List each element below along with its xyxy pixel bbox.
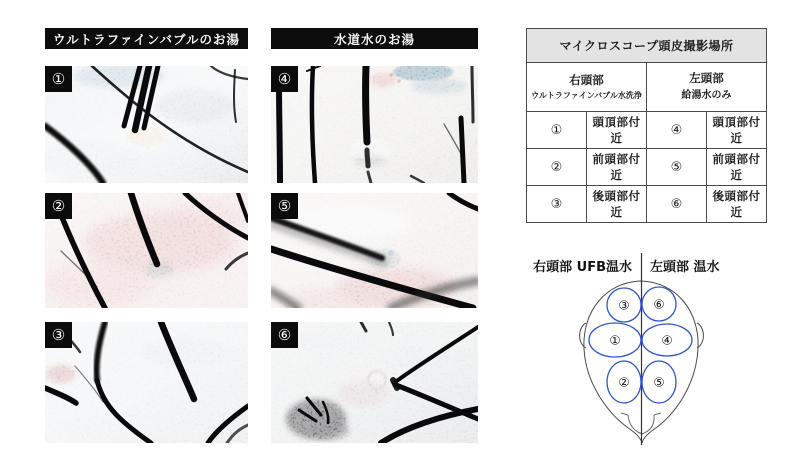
zone-number: ⑤: [653, 374, 665, 390]
zone-number: ④: [661, 332, 673, 348]
photo-locations-table: [526, 28, 767, 223]
column-header-ufb: [45, 28, 248, 49]
head-zones-diagram: [525, 245, 765, 467]
photo-number-badge: [45, 322, 72, 348]
table-subheader-right-head: [527, 63, 647, 112]
scalp-photo-5-illustration: [271, 193, 478, 308]
zone-number: ③: [618, 297, 630, 313]
scalp-photo-2-illustration: [45, 193, 248, 308]
scalp-photo-1-illustration: [45, 66, 248, 183]
row-number-cell: ④: [647, 112, 707, 149]
row-label-cell: 前頭部付近: [587, 149, 647, 186]
scalp-photo-6-illustration: [271, 322, 478, 443]
table-title-row: [527, 29, 767, 63]
row-number-cell: ②: [527, 149, 587, 186]
column-header-tapwater-label: 水道水のお湯: [333, 31, 415, 47]
photo-number: ⑥: [277, 325, 292, 344]
subheader-line2: 給湯水のみ: [681, 90, 732, 102]
subheader-line2: ウルトラファインバブル水洗浄: [531, 90, 642, 100]
row-number-cell: ③: [527, 186, 587, 223]
photo-number-badge: [271, 322, 298, 348]
table-row: [527, 149, 767, 186]
photo-number: ①: [51, 69, 66, 88]
row-number-cell: ⑤: [647, 149, 707, 186]
table-subheader-left-head: [647, 63, 767, 112]
microscope-photo-4: [271, 66, 478, 183]
zone-number: ⑥: [653, 296, 665, 312]
photo-number: ②: [51, 196, 66, 215]
table-title: マイクロスコープ頭皮撮影場所: [527, 29, 767, 63]
scalp-texture: [271, 322, 478, 443]
subheader-line1: 左頭部: [689, 71, 724, 86]
zone-number: ①: [609, 332, 621, 348]
scalp-photo-4-illustration: [271, 66, 478, 183]
row-label-cell: 頭頂部付近: [587, 112, 647, 149]
photo-number: ③: [51, 325, 66, 344]
table-row: [527, 112, 767, 149]
column-header-ufb-label: ウルトラファインバブルのお湯: [52, 31, 240, 47]
photo-number-badge: [45, 66, 72, 92]
table-row: [527, 186, 767, 223]
left-ear: [580, 323, 586, 348]
microscope-photo-5: [271, 193, 478, 308]
microscope-photo-2: [45, 193, 248, 308]
photo-number-badge: [45, 193, 72, 219]
column-header-tapwater: [271, 28, 478, 49]
table-subheader-row: [527, 63, 767, 112]
row-label-cell: 前頭部付近: [707, 149, 767, 186]
zone-ellipses: [589, 287, 692, 403]
photo-number-badge: [271, 66, 298, 92]
photo-number: ⑤: [277, 196, 292, 215]
diagram-label-right-head: 右頭部 UFB温水: [533, 260, 632, 275]
row-number-cell: ①: [527, 112, 587, 149]
scalp-texture: [45, 322, 248, 443]
photo-number-badge: [271, 193, 298, 219]
scalp-texture: [271, 66, 478, 183]
microscope-photo-6: [271, 322, 478, 443]
microscope-photo-3: [45, 322, 248, 443]
row-label-cell: 後頭部付近: [587, 186, 647, 223]
microscope-photo-1: [45, 66, 248, 183]
scalp-photo-3-illustration: [45, 322, 248, 443]
row-number-cell: ⑥: [647, 186, 707, 223]
subheader-line1: 右頭部: [569, 72, 604, 87]
row-label-cell: 頭頂部付近: [707, 112, 767, 149]
zone-number: ②: [618, 374, 630, 390]
photo-number: ④: [277, 69, 292, 88]
row-label-cell: 後頭部付近: [707, 186, 767, 223]
diagram-label-left-head: 左頭部 温水: [650, 260, 720, 275]
